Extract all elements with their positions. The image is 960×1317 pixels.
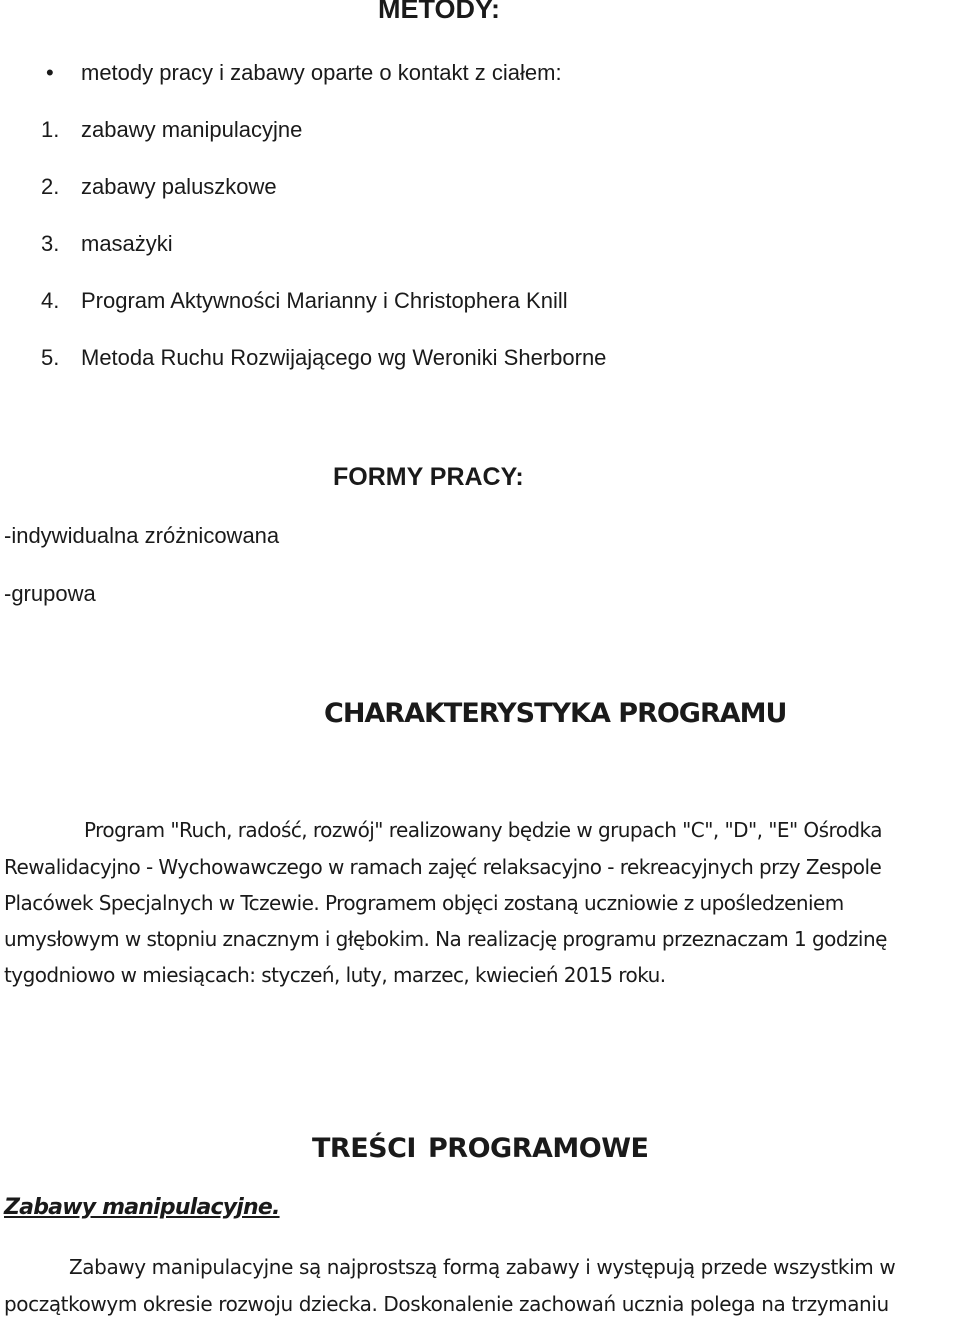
- list-item: masażyki: [81, 231, 173, 256]
- bullet-icon: •: [46, 60, 54, 85]
- subheading-zabawy: Zabawy manipulacyjne.: [4, 1195, 280, 1220]
- paragraph-line: Zabawy manipulacyjne są najprostszą formą zabawy i występują przede wszystkim w: [69, 1255, 896, 1279]
- list-item-number: 3.: [41, 231, 60, 256]
- list-item: zabawy paluszkowe: [81, 174, 277, 199]
- list-item-number: 5.: [41, 345, 60, 370]
- form-item: -grupowa: [4, 581, 96, 606]
- heading-formy-pracy: FORMY PRACY:: [333, 463, 524, 491]
- list-item: Program Aktywności Marianny i Christophera Knill: [81, 288, 568, 313]
- heading-metody: METODY:: [378, 0, 501, 24]
- paragraph-line: początkowym okresie rozwoju dziecka. Doskonalenie zachowań ucznia polega na trzymaniu: [4, 1292, 889, 1316]
- heading-charakterystyka: CHARAKTERYSTYKA PROGRAMU: [324, 698, 787, 729]
- list-item-number: 1.: [41, 117, 60, 142]
- paragraph-line: Program "Ruch, radość, rozwój" realizowany będzie w grupach "C", "D", "E" Ośrodka: [84, 818, 882, 842]
- paragraph-line: Placówek Specjalnych w Tczewie. Programem objęci zostaną uczniowie z upośledzeniem: [4, 891, 844, 915]
- paragraph-line: tygodniowo w miesiącach: styczeń, luty, marzec, kwiecień 2015 roku.: [4, 963, 666, 987]
- list-item: zabawy manipulacyjne: [81, 117, 303, 142]
- list-item: Metoda Ruchu Rozwijającego wg Weroniki Sherborne: [81, 345, 607, 370]
- heading-tresci: TREŚCI: [312, 1133, 416, 1164]
- list-item-number: 4.: [41, 288, 60, 313]
- bullet-item-text: metody pracy i zabawy oparte o kontakt z ciałem:: [81, 60, 562, 85]
- paragraph-line: umysłowym w stopniu znacznym i głębokim. Na realizację programu przeznaczam 1 godzinę: [4, 927, 887, 951]
- form-item: -indywidualna zróżnicowana: [4, 523, 280, 548]
- paragraph-line: Rewalidacyjno - Wychowawczego w ramach zajęć relaksacyjno - rekreacyjnych przy Zespole: [4, 855, 882, 879]
- heading-programowe: PROGRAMOWE: [428, 1133, 649, 1164]
- list-item-number: 2.: [41, 174, 60, 199]
